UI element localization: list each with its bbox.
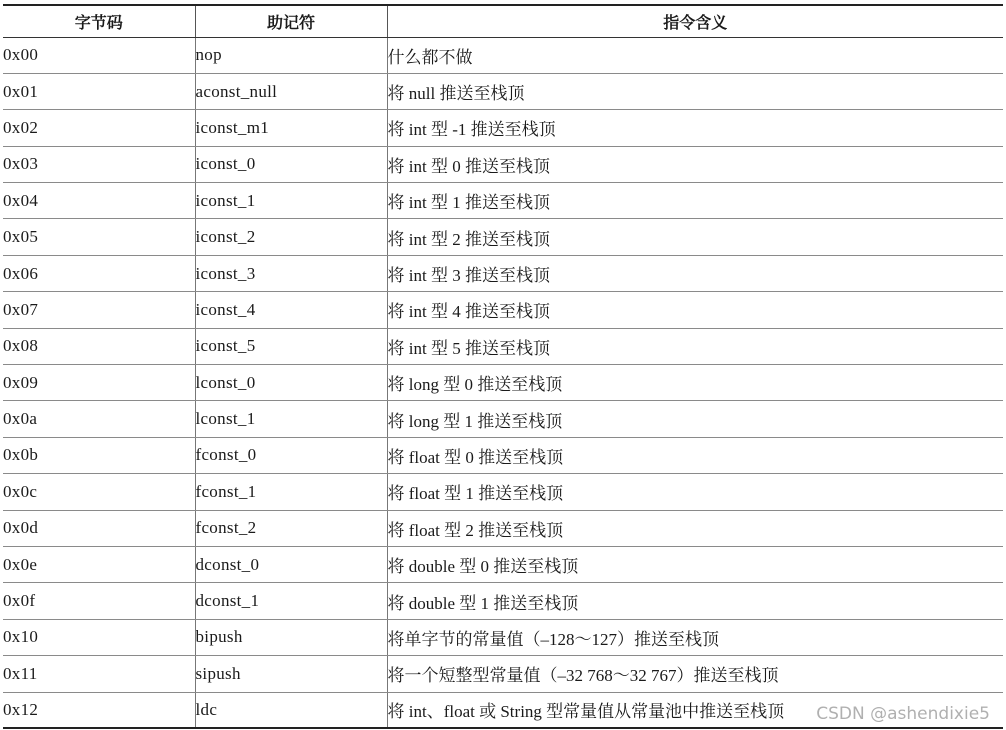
meaning-cell: 将 int、float 或 String 型常量值从常量池中推送至栈顶 (387, 692, 1003, 728)
table-body (3, 37, 1003, 728)
opcode-cell: 0x10 (3, 619, 195, 655)
meaning-cell: 将 int 型 -1 推送至栈顶 (387, 110, 1003, 146)
bytecode-table (3, 4, 1003, 729)
opcode-cell: 0x09 (3, 365, 195, 401)
mnemonic-cell: ldc (195, 692, 387, 728)
table-row (3, 183, 1003, 219)
table-row (3, 474, 1003, 510)
opcode-cell: 0x02 (3, 110, 195, 146)
header-opcode: 字节码 (3, 5, 195, 37)
mnemonic-cell: dconst_0 (195, 546, 387, 582)
meaning-cell: 将 int 型 5 推送至栈顶 (387, 328, 1003, 364)
mnemonic-cell: iconst_4 (195, 292, 387, 328)
meaning-cell: 将 int 型 2 推送至栈顶 (387, 219, 1003, 255)
meaning-cell: 将 int 型 3 推送至栈顶 (387, 255, 1003, 291)
table-row (3, 73, 1003, 109)
opcode-cell: 0x06 (3, 255, 195, 291)
opcode-cell: 0x12 (3, 692, 195, 728)
opcode-cell: 0x0f (3, 583, 195, 619)
meaning-cell: 将 double 型 0 推送至栈顶 (387, 546, 1003, 582)
mnemonic-cell: bipush (195, 619, 387, 655)
meaning-cell: 将一个短整型常量值（–32 768～32 767）推送至栈顶 (387, 656, 1003, 692)
mnemonic-cell: iconst_2 (195, 219, 387, 255)
table-row (3, 365, 1003, 401)
opcode-cell: 0x03 (3, 146, 195, 182)
opcode-cell: 0x0e (3, 546, 195, 582)
table-row (3, 619, 1003, 655)
opcode-cell: 0x0c (3, 474, 195, 510)
table-row (3, 328, 1003, 364)
mnemonic-cell: fconst_0 (195, 437, 387, 473)
opcode-cell: 0x00 (3, 37, 195, 73)
mnemonic-cell: lconst_1 (195, 401, 387, 437)
table-row (3, 110, 1003, 146)
mnemonic-cell: lconst_0 (195, 365, 387, 401)
opcode-cell: 0x0d (3, 510, 195, 546)
mnemonic-cell: sipush (195, 656, 387, 692)
opcode-cell: 0x0b (3, 437, 195, 473)
opcode-cell: 0x04 (3, 183, 195, 219)
table-row (3, 401, 1003, 437)
meaning-cell: 将 int 型 4 推送至栈顶 (387, 292, 1003, 328)
table-header (3, 5, 1003, 37)
mnemonic-cell: iconst_1 (195, 183, 387, 219)
header-row (3, 5, 1003, 37)
header-mnemonic: 助记符 (195, 5, 387, 37)
table-row (3, 255, 1003, 291)
opcode-cell: 0x01 (3, 73, 195, 109)
meaning-cell: 什么都不做 (387, 37, 1003, 73)
meaning-cell: 将 long 型 1 推送至栈顶 (387, 401, 1003, 437)
table-row (3, 546, 1003, 582)
table-row (3, 437, 1003, 473)
table-row (3, 219, 1003, 255)
header-meaning: 指令含义 (387, 5, 1003, 37)
opcode-cell: 0x07 (3, 292, 195, 328)
table-row (3, 37, 1003, 73)
meaning-cell: 将 float 型 0 推送至栈顶 (387, 437, 1003, 473)
meaning-cell: 将 int 型 1 推送至栈顶 (387, 183, 1003, 219)
table-row (3, 583, 1003, 619)
mnemonic-cell: iconst_5 (195, 328, 387, 364)
meaning-cell: 将 null 推送至栈顶 (387, 73, 1003, 109)
table-row (3, 692, 1003, 728)
meaning-cell: 将 double 型 1 推送至栈顶 (387, 583, 1003, 619)
watermark: CSDN @ashendixie5 (816, 704, 990, 724)
meaning-cell: 将单字节的常量值（–128～127）推送至栈顶 (387, 619, 1003, 655)
mnemonic-cell: fconst_1 (195, 474, 387, 510)
opcode-cell: 0x0a (3, 401, 195, 437)
mnemonic-cell: fconst_2 (195, 510, 387, 546)
table-row (3, 292, 1003, 328)
meaning-cell: 将 float 型 1 推送至栈顶 (387, 474, 1003, 510)
meaning-cell: 将 float 型 2 推送至栈顶 (387, 510, 1003, 546)
meaning-cell: 将 int 型 0 推送至栈顶 (387, 146, 1003, 182)
bytecode-table-container (3, 4, 1003, 729)
table-row (3, 510, 1003, 546)
mnemonic-cell: nop (195, 37, 387, 73)
mnemonic-cell: iconst_0 (195, 146, 387, 182)
mnemonic-cell: dconst_1 (195, 583, 387, 619)
opcode-cell: 0x11 (3, 656, 195, 692)
meaning-cell: 将 long 型 0 推送至栈顶 (387, 365, 1003, 401)
table-row (3, 146, 1003, 182)
opcode-cell: 0x05 (3, 219, 195, 255)
mnemonic-cell: iconst_3 (195, 255, 387, 291)
mnemonic-cell: iconst_m1 (195, 110, 387, 146)
mnemonic-cell: aconst_null (195, 73, 387, 109)
table-row (3, 656, 1003, 692)
opcode-cell: 0x08 (3, 328, 195, 364)
